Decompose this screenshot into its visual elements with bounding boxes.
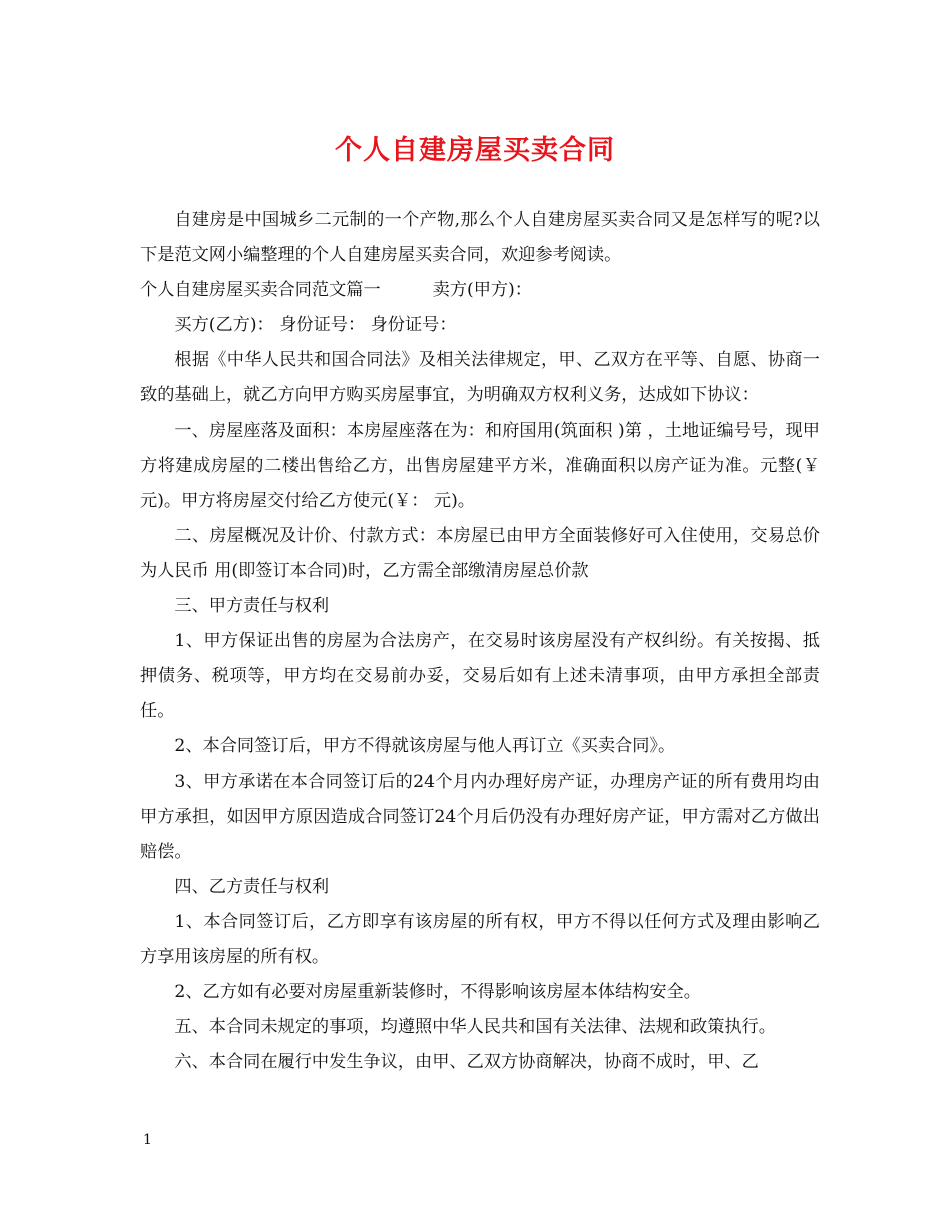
contract-paragraph: 四、乙方责任与权利 bbox=[174, 876, 330, 897]
contract-paragraph: 一、房屋座落及面积：本房屋座落在为：和府国用(筑面积 )第 ，土地证编号号，现甲方将建成房屋的二楼出售给乙方，出售房屋建平方米，准确面积以房产证为准。元整(￥ 元)。甲方将房屋交付给乙方使元(￥： 元)。 bbox=[140, 420, 820, 511]
contract-paragraph: 3、甲方承诺在本合同签订后的24个月内办理好房产证，办理房产证的所有费用均由甲方承担，如因甲方原因造成合同签订24个月后仍没有办理好房产证，甲方需对乙方做出赔偿。 bbox=[140, 771, 820, 862]
page-number: 1 bbox=[143, 1132, 152, 1148]
contract-paragraph: 1、甲方保证出售的房屋为合法房产，在交易时该房屋没有产权纠纷。有关按揭、抵押债务、税项等，甲方均在交易前办妥，交易后如有上述未清事项，由甲方承担全部责任。 bbox=[140, 631, 820, 722]
contract-paragraph: 根据《中华人民共和国合同法》及相关法律规定，甲、乙双方在平等、自愿、协商一致的基础上，就乙方向甲方购买房屋事宜，为明确双方权利义务，达成如下协议： bbox=[140, 350, 820, 406]
contract-paragraph: 六、本合同在履行中发生争议，由甲、乙双方协商解决，协商不成时，甲、乙 bbox=[174, 1052, 759, 1073]
contract-paragraph: 1、本合同签订后，乙方即享有该房屋的所有权，甲方不得以任何方式及理由影响乙方享用该房屋的所有权。 bbox=[140, 911, 820, 967]
section-heading: 个人自建房屋买卖合同范文篇一 bbox=[140, 280, 381, 301]
contract-paragraph: 2、乙方如有必要对房屋重新装修时，不得影响该房屋本体结构安全。 bbox=[174, 982, 701, 1003]
contract-paragraph: 二、房屋概况及计价、付款方式：本房屋已由甲方全面装修好可入住使用，交易总价为人民币 用(即签订本合同)时，乙方需全部缴清房屋总价款 bbox=[140, 525, 820, 581]
section-heading-line bbox=[140, 273, 820, 308]
seller-label: 卖方(甲方)： bbox=[432, 280, 532, 301]
contract-paragraph: 五、本合同未规定的事项，均遵照中华人民共和国有关法律、法规和政策执行。 bbox=[174, 1017, 776, 1038]
contract-paragraph: 买方(乙方)： 身份证号： 身份证号： bbox=[174, 315, 457, 336]
document-body bbox=[140, 203, 820, 1080]
document-title: 个人自建房屋买卖合同 bbox=[335, 135, 615, 166]
contract-paragraph: 三、甲方责任与权利 bbox=[174, 596, 330, 617]
intro-paragraph: 自建房是中国城乡二元制的一个产物,那么个人自建房屋买卖合同又是怎样写的呢?以下是范文网小编整理的个人自建房屋买卖合同，欢迎参考阅读。 bbox=[140, 210, 820, 266]
contract-paragraph: 2、本合同签订后，甲方不得就该房屋与他人再订立《买卖合同》。 bbox=[174, 736, 676, 757]
